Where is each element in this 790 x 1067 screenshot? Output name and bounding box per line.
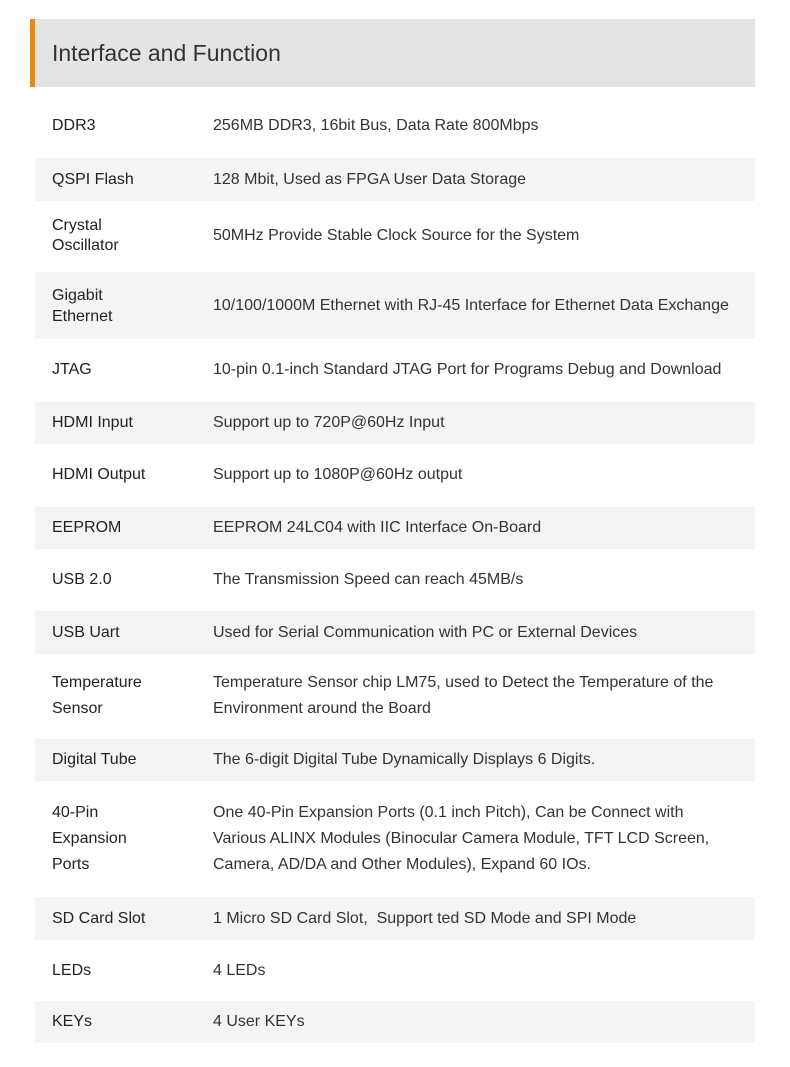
spec-value: 1 Micro SD Card Slot, Support ted SD Mode and SPI Mode: [213, 909, 637, 927]
spec-row-usb-uart: [35, 611, 755, 654]
section-header: [30, 19, 755, 87]
spec-label: 40-Pin Expansion Ports: [52, 804, 127, 873]
spec-label: QSPI Flash: [52, 170, 134, 188]
spec-value: 4 LEDs: [213, 961, 266, 979]
spec-row-gigabit-ethernet: [35, 272, 755, 339]
spec-label: HDMI Output: [52, 466, 146, 483]
section-title: Interface and Function: [52, 40, 281, 66]
spec-label: LEDs: [52, 961, 92, 979]
spec-row-ddr3: [35, 95, 755, 157]
spec-value: 256MB DDR3, 16bit Bus, Data Rate 800Mbps: [213, 117, 539, 134]
spec-label: Crystal Oscillator: [52, 217, 119, 254]
spec-label: USB Uart: [52, 623, 120, 641]
spec-label: SD Card Slot: [52, 909, 146, 927]
spec-label: HDMI Input: [52, 414, 133, 431]
spec-value: Temperature Sensor chip LM75, used to Detect the Temperature of the Environment around the Board: [213, 674, 714, 717]
spec-row-crystal-oscillator: [35, 201, 755, 271]
spec-value: Support up to 720P@60Hz Input: [213, 414, 445, 431]
spec-row-sd-card-slot: [35, 897, 755, 940]
spec-row-keys: [35, 1001, 755, 1043]
spec-label: Digital Tube: [52, 751, 137, 768]
spec-value: 10-pin 0.1-inch Standard JTAG Port for Programs Debug and Download: [213, 361, 722, 378]
spec-value: Used for Serial Communication with PC or External Devices: [213, 623, 638, 641]
spec-label: Gigabit Ethernet: [52, 286, 113, 325]
spec-row-digital-tube: [35, 739, 755, 781]
spec-value: 128 Mbit, Used as FPGA User Data Storage: [213, 170, 527, 188]
spec-row-leds: [35, 940, 755, 1001]
spec-value: One 40-Pin Expansion Ports (0.1 inch Pitch), Can be Connect with Various ALINX Modules (Binocular Camera Module, TFT LCD Screen, Camera, AD/DA and Other Modules), Expand 60 IOs.: [213, 804, 710, 873]
spec-value: 10/100/1000M Ethernet with RJ-45 Interface for Ethernet Data Exchange: [213, 296, 729, 314]
spec-row-qspi-flash: [35, 158, 755, 201]
spec-value: 4 User KEYs: [213, 1013, 305, 1030]
spec-value: EEPROM 24LC04 with IIC Interface On-Board: [213, 519, 542, 536]
spec-label: Temperature Sensor: [52, 674, 142, 717]
spec-row-temperature-sensor: [35, 654, 755, 738]
spec-label: EEPROM: [52, 519, 122, 536]
spec-value: Support up to 1080P@60Hz output: [213, 466, 463, 483]
spec-row-hdmi-input: [35, 402, 755, 444]
spec-label: USB 2.0: [52, 571, 112, 588]
spec-value: The Transmission Speed can reach 45MB/s: [213, 571, 524, 588]
spec-row-expansion-ports: [35, 781, 755, 897]
spec-label: KEYs: [52, 1013, 93, 1030]
spec-row-usb-2: [35, 549, 755, 611]
spec-row-jtag: [35, 339, 755, 401]
spec-row-eeprom: [35, 507, 755, 549]
spec-label: JTAG: [52, 361, 92, 378]
spec-value: 50MHz Provide Stable Clock Source for the System: [213, 227, 580, 244]
spec-label: DDR3: [52, 117, 96, 134]
spec-value: The 6-digit Digital Tube Dynamically Displays 6 Digits.: [213, 751, 596, 768]
spec-row-hdmi-output: [35, 444, 755, 506]
